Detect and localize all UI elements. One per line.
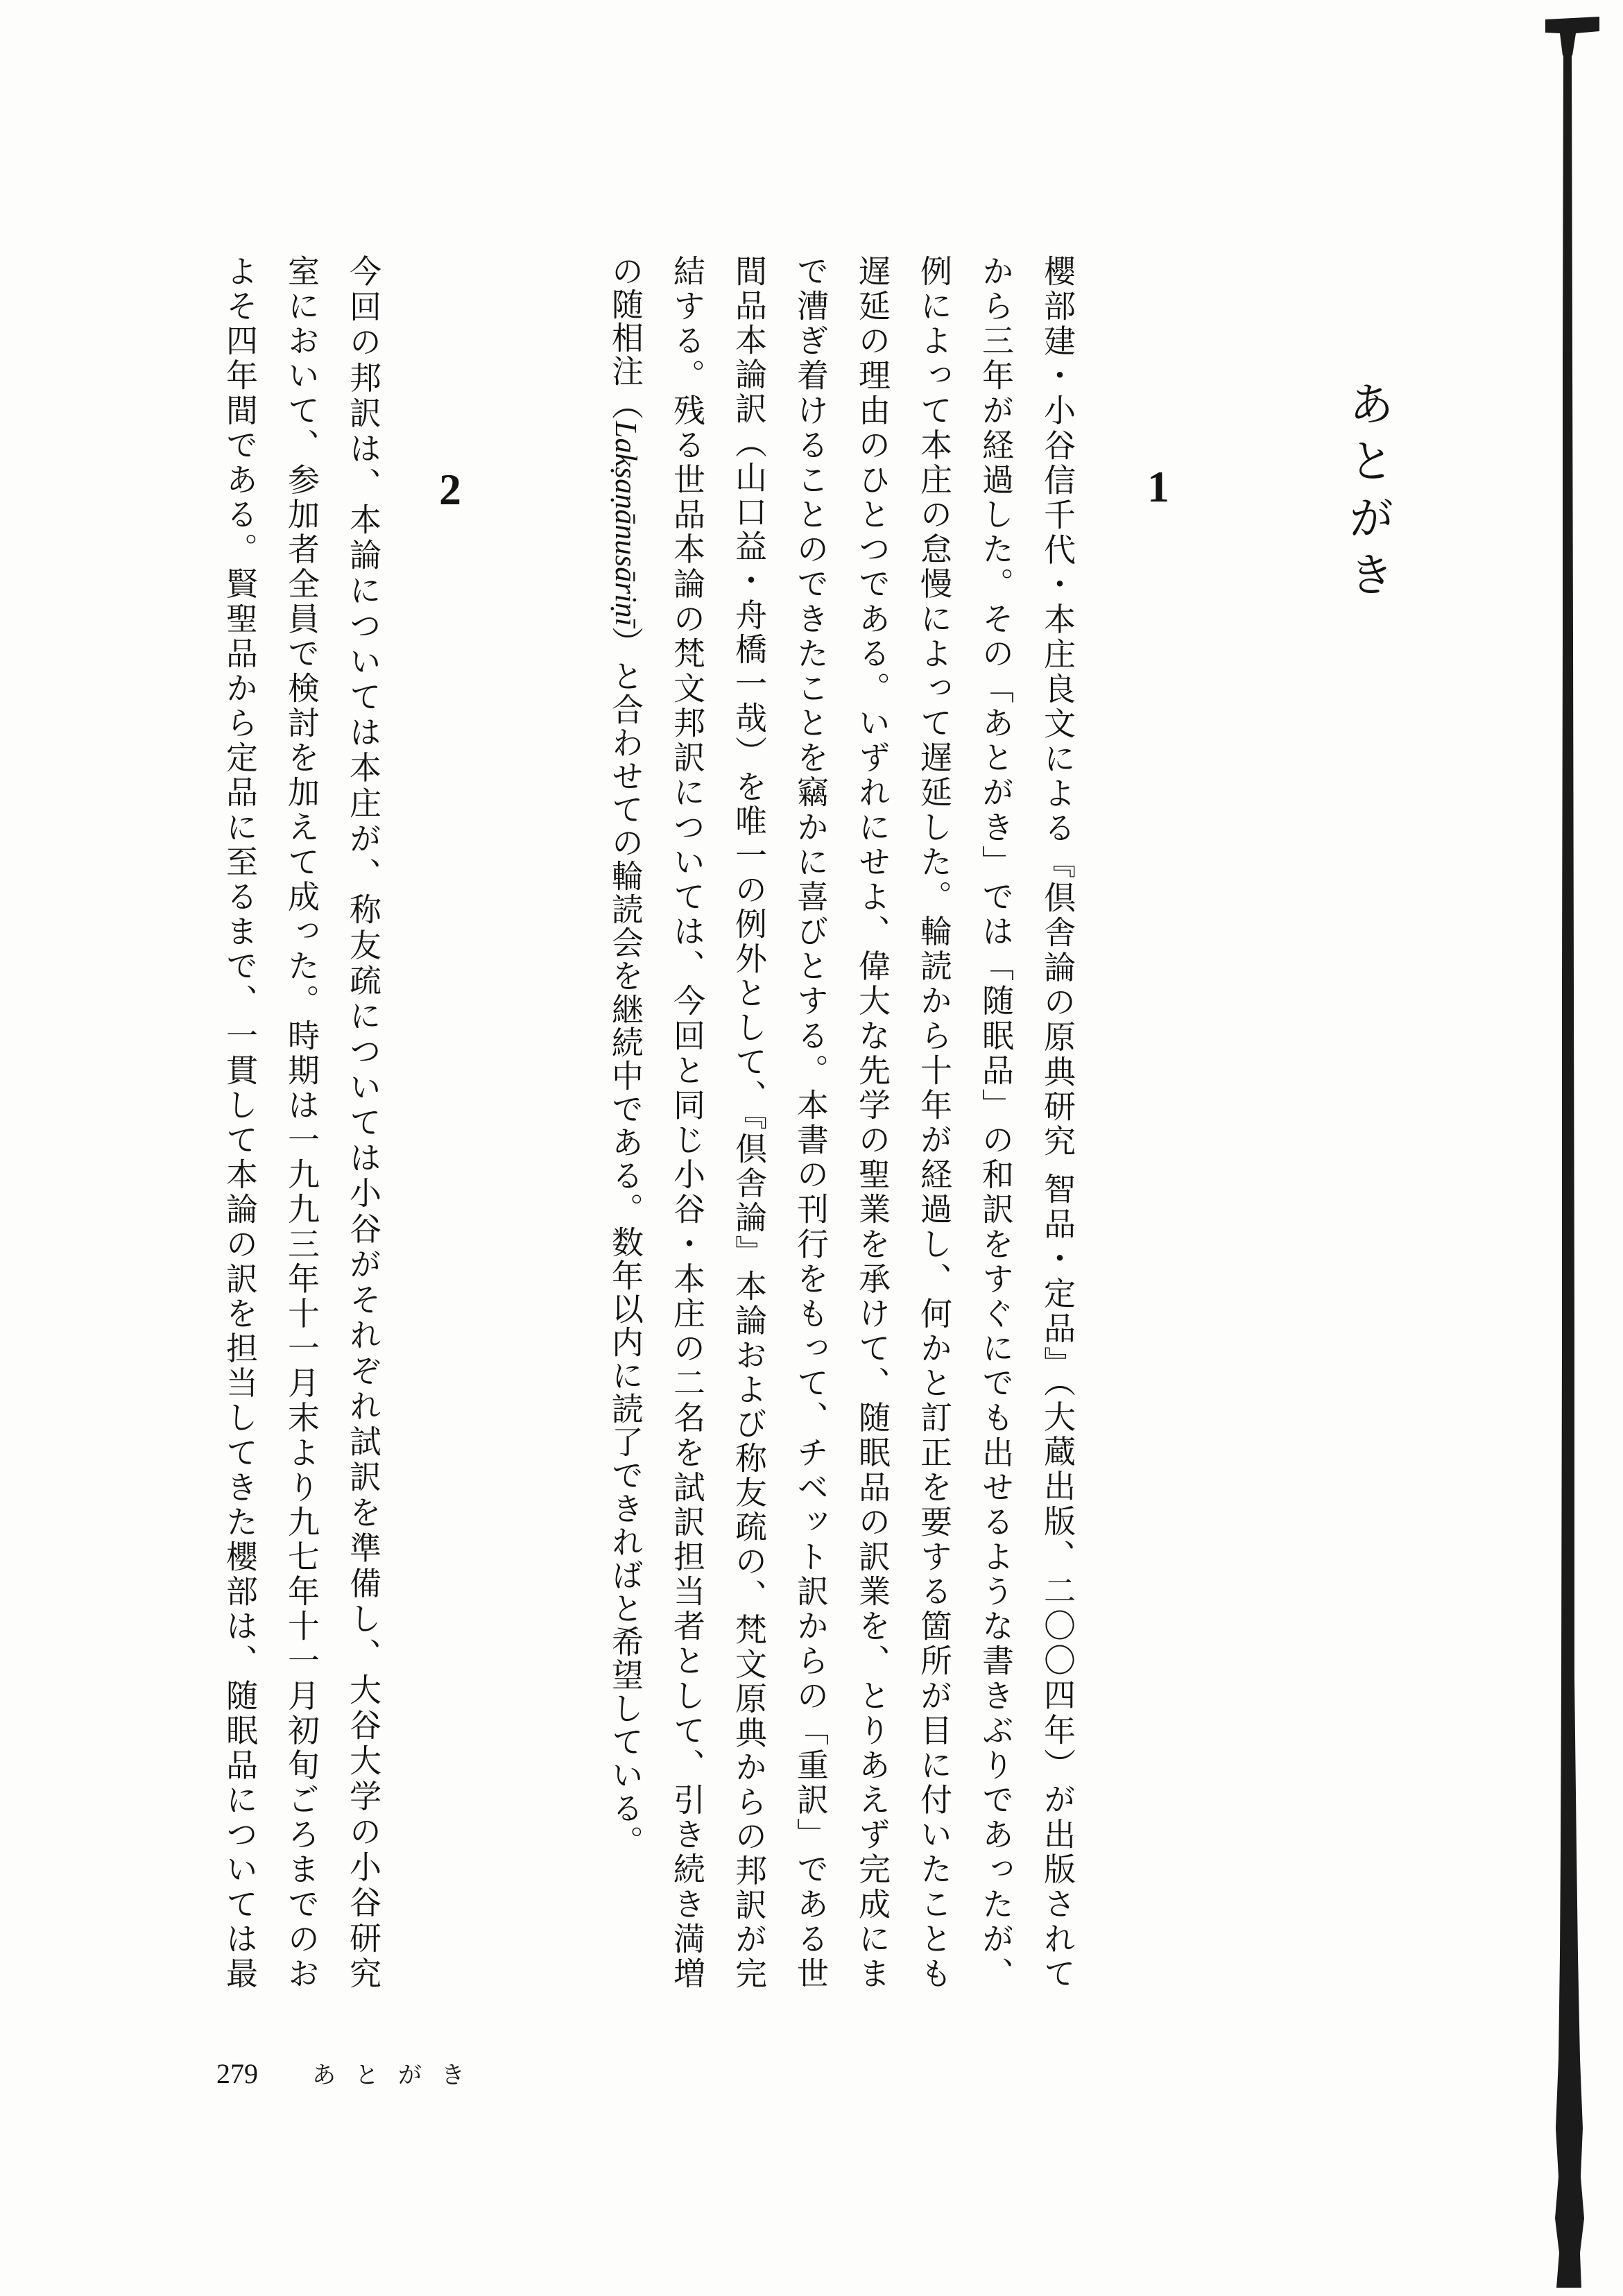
text-column-7: 結する。残る世品本論の梵文邦訳については、今回と同じ小谷・本庄の二名を試訳担当者として、引き続き満増	[669, 255, 706, 1989]
text-column-11: よそ四年間である。賢聖品から定品に至るまで、一貫して本論の訳を担当してきた櫻部は、随眠品については最	[221, 255, 259, 1989]
text-column-5: で漕ぎ着けることのできたことを竊かに喜びとする。本書の刊行をもって、チベット訳からの「重訳」である世	[792, 255, 830, 1989]
page-edge-rule	[1541, 12, 1604, 2291]
text-segment: の随相注（	[607, 255, 644, 421]
text-column-6: 間品本論訳（山口益・舟橋一哉）を唯一の例外として、『倶舎論』本論および称友疏の、梵文原典からの邦訳が完	[730, 255, 768, 1989]
text-segment: ）と合わせての輪読会を継続中である。数年以内に読了できればと希望している。	[607, 626, 644, 1858]
section-number-1: 1	[1147, 462, 1169, 511]
text-column-4: 遅延の理由のひとつである。いずれにせよ、偉大な先学の聖業を承けて、随眠品の訳業を、とりあえず完成にま	[854, 255, 891, 1989]
text-column-10: 室において、参加者全員で検討を加えて成った。時期は一九九三年十一月末より九七年十一月初旬ごろまでのお	[283, 255, 320, 1989]
text-column-3: 例によって本庄の怠慢によって遅延した。輪読から十年が経過し、何かと訂正を要する箇所が目に付いたことも	[916, 255, 953, 1989]
section-number-2: 2	[439, 465, 461, 514]
text-column-9: 今回の邦訳は、本論については本庄が、称友疏については小谷がそれぞれ試訳を準備し、大谷大学の小谷研究	[345, 255, 382, 1989]
text-column-2: から三年が経過した。その「あとがき」では「随眠品」の和訳をすぐにでも出せるような書きぶりであったが、	[977, 255, 1015, 1989]
sanskrit-title: Lakṣaṇānusāriṇī	[609, 421, 643, 626]
text-column-1: 櫻部建・小谷信千代・本庄良文による『倶舎論の原典研究 智品・定品』（大蔵出版、二〇〇四年）が出版されて	[1039, 255, 1076, 1989]
text-column-8	[605, 255, 646, 1989]
page-number: 279	[216, 2058, 258, 2089]
running-head: あとがき	[312, 2062, 484, 2089]
page-title: あとがき	[1341, 380, 1394, 608]
